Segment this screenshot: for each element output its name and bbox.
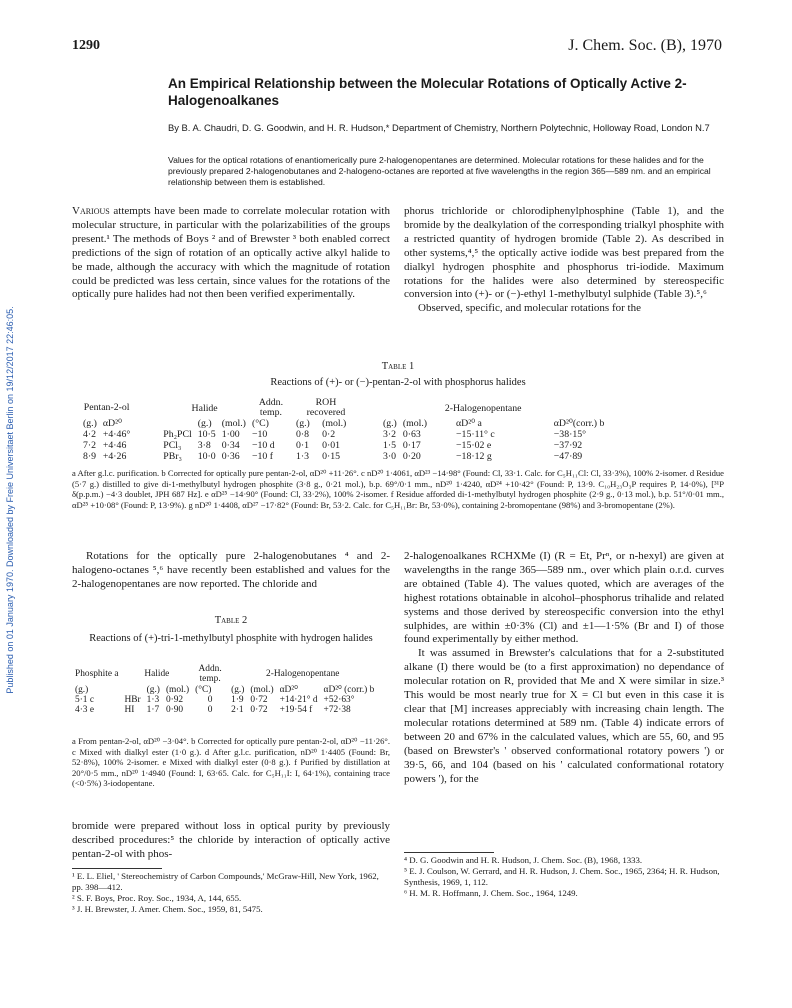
table-cell: 0·8: [295, 429, 309, 440]
table2-label-text: Table 2: [214, 615, 248, 626]
table-cell: 5·1 c: [75, 695, 95, 705]
body-left-mid-text: Rotations for the optically pure 2-halogenobutanes ⁴ and 2-halogeno-octanes ⁵,⁶ have recently been established and values for the 2-halogenopentanes are now reported. The chloride and: [72, 550, 390, 590]
table-cell: −38·15°: [553, 429, 587, 440]
table-cell: 8·9: [83, 451, 97, 462]
table2-header-row: [72, 684, 377, 695]
table1-group-temp: Addn. temp.: [258, 397, 284, 418]
table2-group-product: 2-Halogenopentane: [266, 669, 340, 679]
table2-label: [72, 614, 390, 628]
table-cell: 10·5: [197, 429, 216, 440]
table2-group-phosphite: Phosphite a: [75, 669, 119, 679]
reference-item: ¹ E. L. Eliel, ' Stereochemistry of Carbon Compounds,' McGraw-Hill, New York, 1962, pp. 398—412.: [72, 871, 379, 892]
table-cell: −10 d: [251, 440, 275, 451]
table1-header-cell: αD²⁰(corr.) b: [553, 418, 605, 429]
table-cell: −15·11° c: [456, 429, 495, 440]
table2-header-cell: αD²⁰ (corr.) b: [323, 685, 375, 695]
table-cell: 7·2: [83, 440, 97, 451]
table-cell: +4·26: [102, 451, 127, 462]
table1-caption: Reactions of (+)- or (−)-pentan-2-ol with phosphorus halides: [270, 377, 526, 388]
table-cell: −10 f: [251, 451, 273, 462]
table-cell: 1·7: [146, 705, 160, 715]
table1-header-cell: (g.): [382, 418, 397, 429]
table1-label: [72, 360, 724, 374]
table-cell: +14·21° d: [279, 695, 318, 705]
table-cell: 0·90: [165, 705, 184, 715]
table-cell: HBr: [124, 695, 141, 705]
table1-header-cell: αD²⁰: [102, 418, 122, 429]
references-left: [72, 871, 390, 915]
table1-group-roh: ROH recovered: [306, 397, 346, 418]
table-cell: −10: [251, 429, 268, 440]
table-cell: 0·15: [322, 451, 341, 462]
table-cell: 0: [207, 695, 213, 705]
table-cell: 1·3: [146, 695, 160, 705]
table1-header-row: [80, 418, 607, 429]
intro-left: [72, 205, 390, 302]
table-cell: 0: [207, 705, 213, 715]
author-line: By B. A. Chaudri, D. G. Goodwin, and H. R. Hudson,* Department of Chemistry, Northern Polytechnic, Holloway Road, London N.7: [168, 122, 710, 133]
table1-header-cell: (mol.): [221, 418, 246, 429]
body-left-mid: [72, 550, 390, 592]
table1-header-cell: (°C): [251, 418, 269, 429]
table-cell: 0·92: [165, 695, 184, 705]
body-left-bottom-text: bromide were prepared without loss in optical purity by previously described procedures:⁵ the chloride by interaction of optically active pentan-2-ol with phos-: [72, 820, 390, 860]
reference-item: ⁶ H. M. R. Hoffmann, J. Chem. Soc., 1964, 1249.: [404, 888, 578, 898]
table-cell: 0·36: [221, 451, 240, 462]
table-cell: Ph₂PCl: [163, 429, 192, 440]
article-title: An Empirical Relationship between the Molecular Rotations of Optically Active 2-Halogenoalkanes: [168, 76, 687, 108]
table-cell: 1·00: [221, 429, 240, 440]
table-cell: 0·20: [402, 451, 421, 462]
table2-footnote: a From pentan-2-ol, αD²⁰ −3·04°. b Corrected for optically pure pentan-2-ol, αD²⁰ −11·26°. c Mixed with dialkyl ester (1·0 g.). d After g.l.c. purification, nD²⁰ 1·4405 (Found: Br, 52·8%), 100% 2-isomer. e Mixed with dialkyl ester (0·8 g.). f Purified by distillation at 20°/0·5 mm., nD²⁰ 1·4940 (Found: I, 63·65. Calc. for C₅H₁₁I: I, 64·1%), containing trace (<0·5%) 3-iodopentane.: [72, 736, 390, 789]
table-cell: 1·9: [231, 695, 244, 705]
download-notice: Published on 01 January 1970. Downloaded by Freie Universitaet Berlin on 19/12/2017 22:46:05.: [5, 306, 15, 694]
body-right-lower: [404, 550, 724, 786]
table-cell: HI: [124, 705, 135, 715]
intro-right-p1: phorus trichloride or chlorodiphenylphosphine (Table 1), and the bromide by the dealkylation of the corresponding trialkyl phosphite with a restricted quantity of hydrogen bromide (Table 2). As described in other systems,⁴,⁵ the optically active iodide was best prepared from the dialkyl hydrogen phosphite and phosphorus tri-iodide. Maximum rotations for the halides were also determined by stereospecific conversion into (+)- or (−)-ethyl 1-methylbutyl sulphide (Table 3).⁵,⁶: [404, 205, 724, 301]
body-right-p2: It was assumed in Brewster's calculations that for a 2-substituted alkane (I) there would be (to a first approximation) no dependance of molecular rotation on R, provided that Me and X were similar in size.³ This would be most nearly true for X = Cl but even in this case it is clear that [M] increases appreciably with increasing chain length. The molecular rotations determined at 589 nm. (Table 4) indicate errors of between 20 and 67% in the calculated values, which are 55, 60, and 95 (based on Brewster's ' observed conformational rotatory powers ') or 39·5, 66, and 104 (based on his ' calculated conformational rotatory powers '), for the: [404, 647, 724, 785]
table2-header-cell: (°C): [195, 684, 212, 695]
table1-header-cell: αD²⁰ a: [456, 418, 482, 429]
intro-left-text: attempts have been made to correlate molecular rotation with molecular structure, in particular with the polarizabilities of the groups present.¹ The methods of Boys ² and of Brewster ³ both enabled correct predictions of the sign of rotation of an optically active alkyl halide to be made, although the accuracy with which the magnitude of rotation could be predicted was less certain, since values for the rotations of the optically pure halides had not then been verified experimentally.: [72, 205, 390, 301]
table-cell: 1·3: [295, 451, 309, 462]
table-cell: 0·72: [250, 705, 268, 715]
table1-label-text: Table 1: [381, 361, 415, 372]
table-cell: 0·2: [322, 429, 336, 440]
table-cell: −15·02 e: [456, 440, 492, 451]
dropcap-word: Various: [72, 205, 110, 217]
table-row: [80, 440, 607, 451]
table2-header-cell: (g.): [146, 684, 160, 695]
table-cell: 0·34: [221, 440, 240, 451]
intro-right-p2: Observed, specific, and molecular rotations for the: [418, 302, 641, 315]
table-cell: 0·63: [402, 429, 421, 440]
table-cell: 0·01: [322, 440, 341, 451]
table-cell: 3·0: [382, 451, 396, 462]
intro-right: [404, 205, 724, 316]
table-cell: 4·2: [83, 429, 97, 440]
table-cell: +72·38: [323, 705, 351, 715]
table1-header-cell: (g.): [295, 418, 310, 429]
page-number: 1290: [72, 38, 100, 53]
table1-group-pentanol: Pentan-2-ol: [83, 401, 130, 413]
table-row: [80, 429, 607, 440]
table1-footnote: a After g.l.c. purification. b Corrected for optically pure pentan-2-ol, αD²⁰ +11·26°. c nD²⁰ 1·4061, αD²³ −14·98° (Found: Cl, 33·1. Calc. for C₅H₁₁Cl: Cl, 33·3%), 100% 2-isomer. d Residue (5·7 g.) distilled to give di-1-methylbutyl hydrogen phosphite (3·8 g., 0·21 mol.), b.p. 69°/0·1 mm., nD²⁰ 1·4240, αD²⁴ +10·42° (Found: P, 13·9. C₁₀H₂₃O₃P requires P, 14·0%), [³¹P δ(p.p.m.) −4·3 doublet, JPH 687 Hz]. e αD²⁵ −14·90° (Found: Cl, 33·2%), 100% 2-isomer. f Residue afforded di-1-methylbutyl hydrogen phosphite (2·9 g., 0·13 mol.), b.p. 51°/0·01 mm., αD²⁵ +10·08° (Found: P, 13·9%). g nD²⁰ 1·4408, αD²⁷ −17·82° (Found: Br, 53·2. Calc. for C₅H₁₁Br: Br, 53·0%), containing 2-bromopentane (98%) and 3-bromopentane (2%).: [72, 468, 724, 510]
table1: [80, 398, 730, 462]
table-cell: 0·72: [250, 695, 268, 705]
table1-group-product: 2-Halogenopentane: [444, 402, 522, 414]
table-cell: 2·1: [231, 705, 244, 715]
body-right-p1: 2-halogenoalkanes RCHXMe (I) (R = Et, Prⁿ, or n-hexyl) are given at wavelengths in the range 365—589 nm., over which plain o.r.d. curves are obtained (Table 4). The values quoted, which are averages of the highest rotations obtainable in alcohol–phosphorus trihalide and related systems and those derived by stereospecific conversion into the ethyl sulphides, are within ±0·3% (Cl) and ±1—1·5% (Br and I) of those found experimentally by either method.: [404, 550, 724, 646]
table2-group-halide: Halide: [144, 669, 170, 679]
download-sidebar: [2, 190, 18, 810]
table-cell: −47·89: [553, 451, 583, 462]
table-cell: 1·5: [382, 440, 396, 451]
table2-header-cell: αD²⁰: [279, 685, 298, 695]
table2-header-cell: (g.): [231, 684, 245, 695]
table2-caption: Reactions of (+)-tri-1-methylbutyl phosphite with hydrogen halides: [89, 633, 373, 644]
table-cell: 3·8: [197, 440, 211, 451]
reference-item: ⁴ D. G. Goodwin and H. R. Hudson, J. Chem. Soc. (B), 1968, 1333.: [404, 855, 643, 865]
table1-header-cell: (g.): [197, 418, 212, 429]
table1-header-cell: (g.): [83, 418, 97, 429]
references-right: [404, 855, 724, 899]
table2-header-cell: [122, 684, 144, 695]
table1-header-cell: (mol.): [402, 418, 428, 429]
table-cell: 3·2: [382, 429, 396, 440]
table-cell: 10·0: [197, 451, 216, 462]
table-row: [80, 451, 607, 462]
table-cell: PCl₃: [163, 440, 182, 451]
table-row: [72, 695, 377, 705]
table-row: [72, 705, 377, 715]
table2-header-cell: (mol.): [165, 684, 190, 695]
table2-header-cell: (mol.): [250, 684, 274, 695]
table-cell: +52·63°: [323, 695, 355, 705]
table-cell: −18·12 g: [456, 451, 492, 462]
table2-group-temp: Addn. temp.: [198, 664, 222, 684]
reference-item: ⁵ E. J. Coulson, W. Gerrard, and H. R. Hudson, J. Chem. Soc., 1965, 2364; H. R. Hudson, Synthesis, 1969, 1, 112.: [404, 866, 720, 887]
abstract: Values for the optical rotations of enantiomerically pure 2-halogenopentanes are determined. Molecular rotations for these halides and for the previously prepared 2-halogenobutanes and 2-halogeno-octanes are reported at five wavelengths in the region 365—589 nm. and an empirical relationship between them is established.: [168, 155, 711, 187]
footnote-rule-right: [404, 852, 494, 853]
table-cell: −37·92: [553, 440, 583, 451]
table1-header-cell: (mol.): [322, 418, 347, 429]
footnote-rule-left: [72, 868, 162, 869]
table-cell: +19·54 f: [279, 705, 313, 715]
table-cell: +4·46: [102, 440, 127, 451]
table-cell: 0·17: [402, 440, 421, 451]
table2: [72, 664, 390, 715]
table-cell: +4·46°: [102, 429, 131, 440]
body-left-bottom: [72, 820, 390, 862]
table-cell: 0·1: [295, 440, 309, 451]
table1-header-cell: [133, 418, 194, 429]
journal-citation: J. Chem. Soc. (B), 1970: [568, 37, 722, 54]
table-cell: 4·3 e: [75, 705, 95, 715]
table1-group-header-row: [80, 398, 607, 418]
reference-item: ² S. F. Boys, Proc. Roy. Soc., 1934, A, 144, 655.: [72, 893, 242, 903]
table-cell: PBr₃: [163, 451, 182, 462]
table2-header-cell: (g.): [75, 684, 89, 695]
table1-group-halide: Halide: [191, 402, 218, 414]
table1-grid: [80, 398, 607, 462]
reference-item: ³ J. H. Brewster, J. Amer. Chem. Soc., 1959, 81, 5475.: [72, 904, 263, 914]
table2-grid: [72, 664, 377, 715]
table2-group-header-row: [72, 664, 377, 684]
